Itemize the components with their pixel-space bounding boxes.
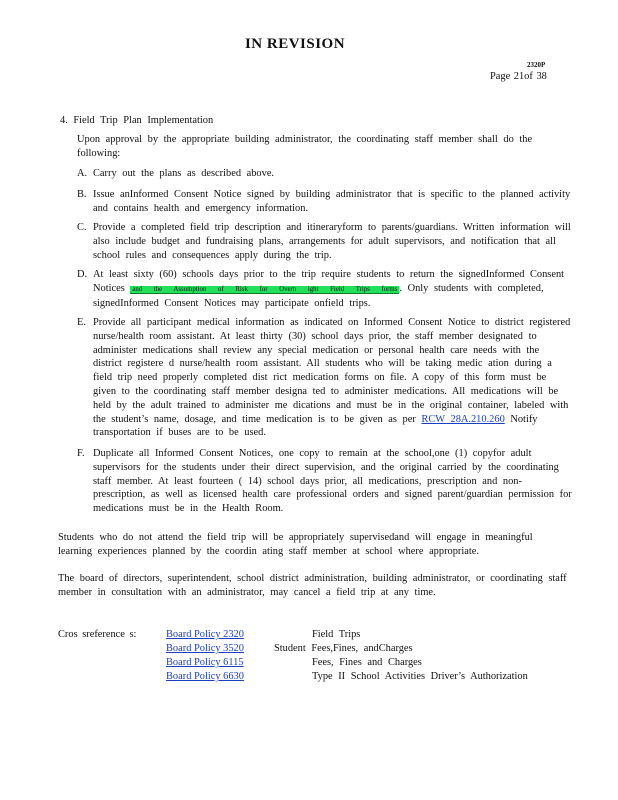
crossref-title: Field Trips — [312, 629, 361, 640]
list-item-letter: E. — [77, 317, 86, 328]
crossref-row — [166, 656, 586, 670]
list-item-b — [77, 188, 573, 216]
list-item-e — [77, 316, 573, 440]
list-item-text-continued: Notify transportation if buses are to be used. — [93, 413, 538, 439]
list-item-text: At least sixty (60) schools days prior to the trip require students to return the signedInformed Consent Notices — [93, 269, 565, 294]
crossref-title: Type II School Activities Driver’s Authorization — [312, 671, 528, 682]
crossref-label: Cros sreference s: — [58, 629, 137, 640]
page-title: IN REVISION — [244, 36, 346, 52]
list-item-d — [77, 268, 573, 310]
list-item-letter: B. — [77, 189, 87, 200]
list-item-text: Duplicate all Informed Consent Notices, one copy to remain at the school,one (1) copyfor adult supervisors for the students under their direct supervision, and the original carried by the coordinating staff member. At least fourteen ( 14) school days prior, all medications, prescription and non- prescription, as well as licensed health care professional orders and signed parent/guardian permission for medications must be in the Health Room. — [93, 448, 572, 515]
crossref-row — [166, 670, 586, 684]
list-item-a — [77, 167, 573, 181]
policy-code: 2320P — [527, 61, 546, 69]
list-item-letter: C. — [77, 222, 87, 233]
list-item-f — [77, 447, 573, 516]
list-item-letter: F. — [77, 448, 85, 459]
board-paragraph: The board of directors, superintendent, school district administration, building administrator, or coordinating staff member in consultation with an administrator, may cancel a field trip at any time. — [58, 573, 567, 598]
list-item-c — [77, 221, 573, 262]
list-item-text: Provide a completed field trip description and itineraryform to parents/guardians. Written information will also include budget and fundraising plans, arrangements for adult supervisors, and notification that all school rules and consequences apply during the trip. — [93, 222, 571, 261]
crossref-row — [166, 642, 586, 656]
board-policy-6115-link[interactable]: Board Policy 6115 — [166, 657, 244, 668]
highlighted-insertion: and the Assumption of Risk for Overn ight Field Trips forms — [132, 285, 398, 293]
crossref-title: Student Fees,Fines, andCharges — [274, 643, 413, 654]
board-policy-3520-link[interactable]: Board Policy 3520 — [166, 643, 244, 654]
rcw-link[interactable]: RCW 28A.210.260 — [421, 413, 505, 425]
crossref-title: Fees, Fines and Charges — [312, 657, 422, 668]
students-paragraph: Students who do not attend the field trip will be appropriately supervisedand will engage in meaningful learning experiences planned by the coordin ating staff member at school where appropriate. — [58, 532, 533, 557]
list-item-text: Carry out the plans as described above. — [93, 168, 275, 179]
section-heading: 4. Field Trip Plan Implementation — [60, 115, 214, 126]
section-intro: Upon approval by the appropriate building administrator, the coordinating staff member shall do the following: — [77, 134, 533, 159]
page-number: Page 21of 38 — [490, 71, 547, 82]
board-policy-6630-link[interactable]: Board Policy 6630 — [166, 671, 244, 682]
list-item-text-continued: . Only students with completed, signedInformed Consent Notices may participate onfield trips. — [93, 282, 544, 309]
list-item-letter: A. — [77, 168, 88, 179]
list-item-letter: D. — [77, 269, 88, 280]
list-item-text: Issue anInformed Consent Notice signed by building administrator that is specific to the planned activity and contains health and emergency information. — [93, 189, 571, 214]
crossref-row — [166, 628, 586, 642]
board-policy-2320-link[interactable]: Board Policy 2320 — [166, 629, 244, 640]
list-item-text: Provide all participant medical information as indicated on Informed Consent Notice to district registered nurse/health room assistant. At least thirty (30) school days prior, the staff member designated to administer medications shall review any special medication or personal health care needs with the district registere d nurse/health room assistant. All students who will be taking medic ation during a field trip need properly completed dist rict medication forms on file. A copy of this form must be given to the coordinating staff member designa ted to administer medications. All medications will be held by the adult trained to administer me dications and must be in the original container, labeled with the student’s name, dosage, and time medication is to be given as per — [93, 317, 571, 425]
